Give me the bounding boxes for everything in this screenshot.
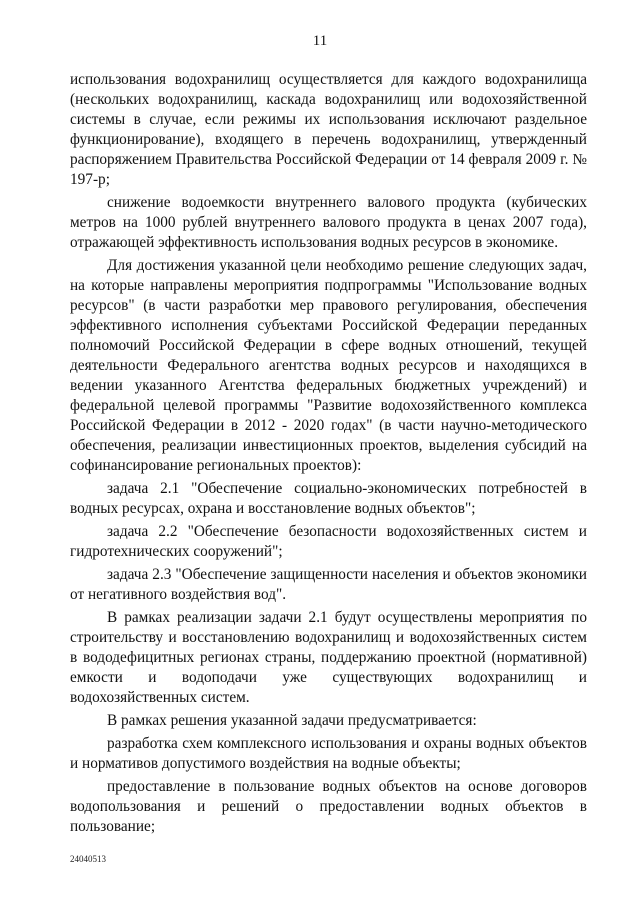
paragraph: снижение водоемкости внутреннего валового продукта (кубических метров на 1000 рублей внутреннего валового продукта в ценах 2007 года), отражающей эффективность использования водных ресурсов в экономике. (70, 194, 587, 251)
document-code: 24040513 (70, 854, 106, 864)
paragraph: разработка схем комплексного использования и охраны водных объектов и нормативов допустимого воздействия на водные объекты; (70, 735, 587, 772)
page-number: 11 (312, 33, 328, 49)
paragraph: В рамках реализации задачи 2.1 будут осуществлены мероприятия по строительству и восстановлению водохранилищ и водохозяйственных систем в вододефицитных регионах страны, поддержанию проектной (нормативной) емкости и водоподачи уже существующих водохранилищ и водохозяйственных систем. (70, 609, 587, 706)
paragraph: В рамках решения указанной задачи предусматривается: (107, 712, 477, 729)
paragraph: задача 2.2 "Обеспечение безопасности водохозяйственных систем и гидротехнических сооружений"; (70, 523, 587, 560)
paragraph: Для достижения указанной цели необходимо решение следующих задач, на которые направлены мероприятия подпрограммы "Использование водных ресурсов" (в части разработки мер правового регулирования, обеспечения эффективного исполнения субъектами Российской Федерации переданных полномочий Российской Федерации в сфере водных отношений, текущей деятельности Федерального агентства водных ресурсов и находящихся в ведении указанного Агентства федеральных бюджетных учреждений) и федеральной целевой программы "Развитие водохозяйственного комплекса Российской Федерации в 2012 - 2020 годах" (в части научно-методического обеспечения, реализации инвестиционных проектов, выделения субсидий на софинансирование региональных проектов): (70, 257, 587, 474)
paragraph: предоставление в пользование водных объектов на основе договоров водопользования и решений о предоставлении водных объектов в пользование; (70, 778, 587, 835)
paragraph: использования водохранилищ осуществляется для каждого водохранилища (нескольких водохранилищ, каскада водохранилищ или водохозяйственной системы в случае, если режимы их использования исключают раздельное функционирование), входящего в перечень водохранилищ, утвержденный распоряжением Правительства Российской Федерации от 14 февраля 2009 г. № 197-р; (70, 71, 587, 188)
paragraph: задача 2.3 "Обеспечение защищенности населения и объектов экономики от негативного воздействия вод". (70, 566, 587, 603)
paragraph: задача 2.1 "Обеспечение социально-экономических потребностей в водных ресурсах, охрана и восстановление водных объектов"; (70, 480, 587, 517)
document-body (70, 70, 587, 840)
